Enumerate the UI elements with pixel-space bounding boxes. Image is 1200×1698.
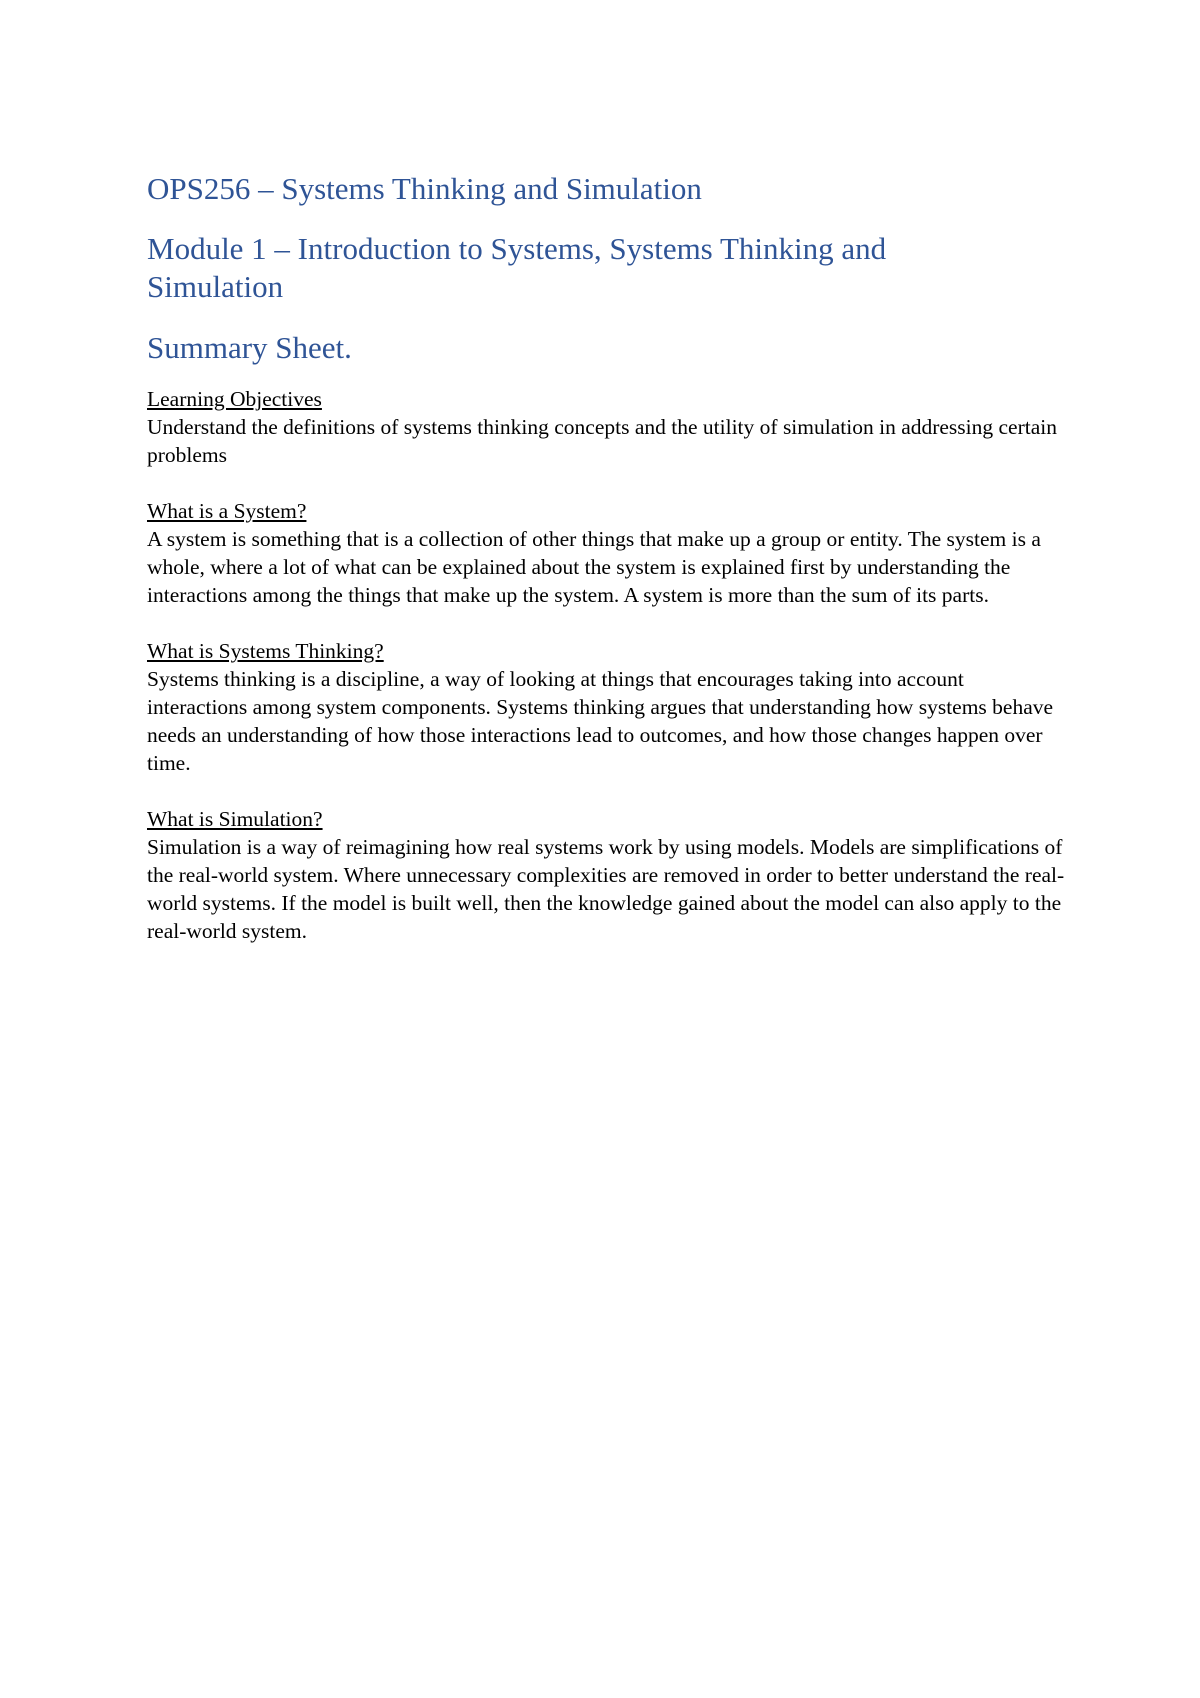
section-body: Simulation is a way of reimagining how real systems work by using models. Models are simplifications of the real-world system. Where unnecessary complexities are removed in order to better understand the real-world systems. If the model is built well, then the knowledge gained about the model can also apply to the real-world system. [147, 835, 1065, 943]
section-body: Understand the definitions of systems thinking concepts and the utility of simulation in addressing certain problems [147, 415, 1058, 467]
section-learning-objectives [147, 385, 1067, 469]
section-title: What is Simulation? [147, 807, 323, 831]
section-title: What is a System? [147, 499, 307, 523]
section-title: Learning Objectives [147, 387, 322, 411]
section-what-is-simulation [147, 805, 1067, 945]
section-body: A system is something that is a collection of other things that make up a group or entity. The system is a whole, where a lot of what can be explained about the system is explained first by understanding the interactions among the things that make up the system. A system is more than the sum of its parts. [147, 527, 1041, 607]
summary-heading: Summary Sheet. [147, 330, 352, 365]
document-title: OPS256 – Systems Thinking and Simulation [147, 171, 702, 206]
section-body: Systems thinking is a discipline, a way of looking at things that encourages taking into account interactions among system components. Systems thinking argues that understanding how systems behave needs an understanding of how those interactions lead to outcomes, and how those changes happen over time. [147, 667, 1054, 775]
module-title: Module 1 – Introduction to Systems, Systems Thinking and Simulation [147, 231, 887, 304]
section-what-is-systems-thinking [147, 637, 1067, 777]
section-title: What is Systems Thinking? [147, 639, 384, 663]
section-what-is-a-system [147, 497, 1067, 609]
